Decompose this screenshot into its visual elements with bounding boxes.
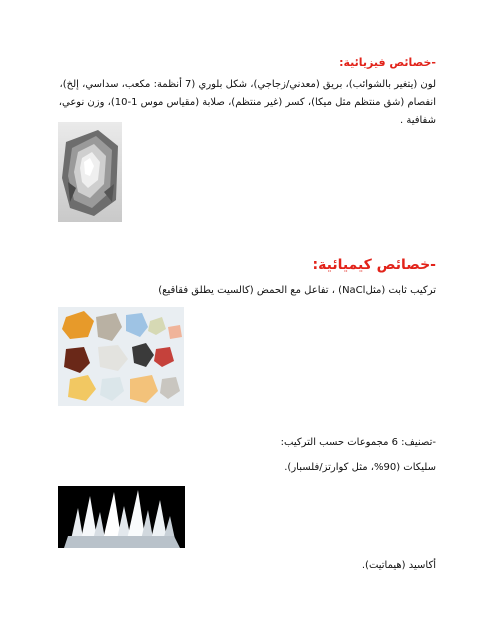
silicates-text: سليكات (90%، مثل كوارتز/فلسبار).	[284, 462, 436, 473]
mineral-photo-assorted	[58, 307, 184, 406]
mineral-photo-mica	[58, 122, 122, 222]
physical-properties-text: لون (يتغير بالشوائب)، بريق (معدني/زجاجي)، شكل بلوري (7 أنظمة: مكعب، سداسي، إلخ)، انفصام (شق منتظم مثل ميكا)، كسر (غير منتظم)، صلابة (مقياس موس 1-10)، وزن نوعي، شفافية .	[58, 79, 436, 126]
mineral-photo-quartz	[58, 486, 185, 548]
oxides-text: أكاسيد (هيماتيت).	[361, 560, 436, 571]
assorted-minerals-image	[58, 307, 184, 406]
mica-image	[58, 122, 122, 222]
physical-properties-heading: -خصائص فيزيائية:	[339, 56, 436, 69]
classification-intro-text: -تصنيف: 6 مجموعات حسب التركيب:	[280, 437, 436, 448]
chemical-properties-text: تركيب ثابت (مثلNaCl) ، تفاعل مع الحمض (كالسيت يطلق فقاقيع)	[158, 285, 436, 296]
chemical-properties-heading: -خصائص كيميائية:	[312, 257, 436, 273]
quartz-crystals-image	[58, 486, 185, 548]
